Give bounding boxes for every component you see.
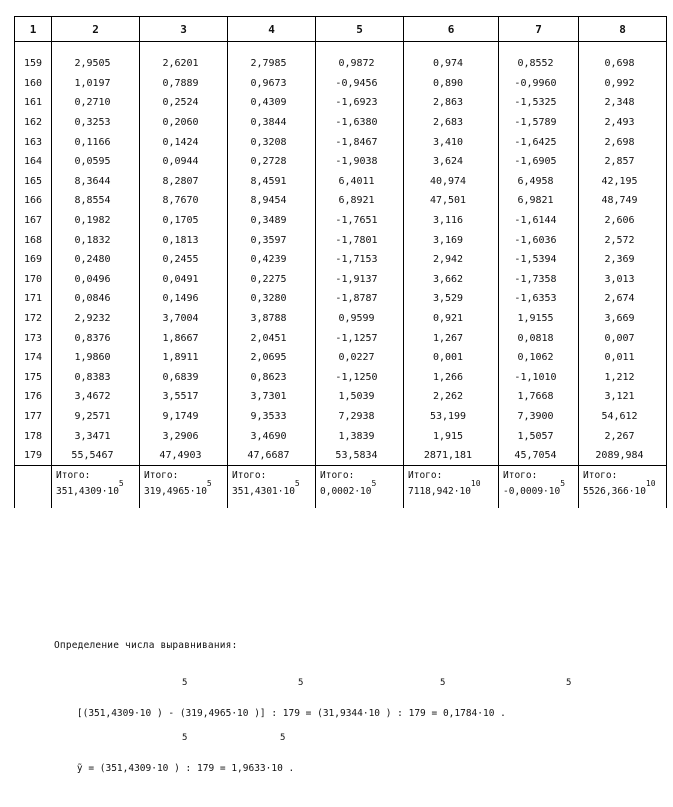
- table-row: [15, 250, 667, 270]
- table-cell: 0,007: [579, 328, 667, 348]
- formula-exponent: 5: [182, 678, 188, 688]
- totals-cell: [579, 466, 667, 509]
- table-cell: 8,3644: [52, 172, 140, 192]
- table-cell: 1,915: [404, 426, 499, 446]
- table-cell: 53,5834: [316, 446, 404, 466]
- table-cell: 1,9155: [499, 309, 579, 329]
- table-cell: 2,0451: [228, 328, 316, 348]
- table-cell: 2,942: [404, 250, 499, 270]
- table-cell: 3,669: [579, 309, 667, 329]
- table-cell: 0,8383: [52, 368, 140, 388]
- row-number-cell: 160: [15, 74, 52, 94]
- table-cell: 2,6201: [140, 42, 228, 74]
- table-cell: 0,4309: [228, 93, 316, 113]
- formula-exponent: 5: [566, 678, 572, 688]
- row-number-cell: 177: [15, 407, 52, 427]
- table-cell: 2,348: [579, 93, 667, 113]
- table-cell: 2,493: [579, 113, 667, 133]
- table-cell: 45,7054: [499, 446, 579, 466]
- row-number-cell: 159: [15, 42, 52, 74]
- formula-exponent: 5: [182, 733, 188, 743]
- totals-cell: [228, 466, 316, 509]
- table-cell: -1,6144: [499, 211, 579, 231]
- table-cell: 3,529: [404, 289, 499, 309]
- row-number-cell: 176: [15, 387, 52, 407]
- table-cell: 6,4958: [499, 172, 579, 192]
- table-cell: 0,4239: [228, 250, 316, 270]
- table-cell: 0,1424: [140, 132, 228, 152]
- totals-exponent: 5: [118, 478, 124, 488]
- totals-exponent: 10: [470, 478, 481, 488]
- totals-number: 7118,942·10: [408, 485, 471, 497]
- table-cell: 54,612: [579, 407, 667, 427]
- totals-value: [56, 478, 139, 499]
- table-cell: 0,974: [404, 42, 499, 74]
- row-number-cell: 166: [15, 191, 52, 211]
- table-cell: 1,3839: [316, 426, 404, 446]
- table-row: [15, 42, 667, 74]
- column-header: 8: [579, 17, 667, 42]
- row-number-cell: 174: [15, 348, 52, 368]
- column-header: 1: [15, 17, 52, 42]
- table-cell: 3,410: [404, 132, 499, 152]
- row-number-cell: 179: [15, 446, 52, 466]
- totals-number: 351,4301·10: [232, 485, 295, 497]
- totals-number: 351,4309·10: [56, 485, 119, 497]
- table-row: [15, 426, 667, 446]
- table-cell: 2,0695: [228, 348, 316, 368]
- table-cell: 42,195: [579, 172, 667, 192]
- table-cell: -1,5325: [499, 93, 579, 113]
- table-cell: 2,9505: [52, 42, 140, 74]
- table-cell: -1,6036: [499, 230, 579, 250]
- table-cell: 0,8376: [52, 328, 140, 348]
- totals-label: Итого:: [56, 470, 91, 482]
- table-cell: 0,2710: [52, 93, 140, 113]
- table-cell: 3,116: [404, 211, 499, 231]
- totals-number: 319,4965·10: [144, 485, 207, 497]
- table-cell: 2,7985: [228, 42, 316, 74]
- row-number-cell: 168: [15, 230, 52, 250]
- table-cell: 0,9673: [228, 74, 316, 94]
- totals-cell: [52, 466, 140, 509]
- totals-label: Итого:: [232, 470, 267, 482]
- row-number-cell: 164: [15, 152, 52, 172]
- totals-empty-cell: [15, 466, 52, 509]
- table-cell: 1,5057: [499, 426, 579, 446]
- table-cell: 0,7889: [140, 74, 228, 94]
- column-header: 6: [404, 17, 499, 42]
- table-cell: 8,4591: [228, 172, 316, 192]
- row-number-cell: 175: [15, 368, 52, 388]
- totals-number: -0,0009·10: [503, 485, 561, 497]
- column-header: 7: [499, 17, 579, 42]
- table-cell: 0,698: [579, 42, 667, 74]
- table-cell: 1,266: [404, 368, 499, 388]
- totals-cell: [404, 466, 499, 509]
- table-cell: 3,7004: [140, 309, 228, 329]
- totals-value: [144, 478, 227, 499]
- table-cell: 0,9872: [316, 42, 404, 74]
- table-cell: 2,262: [404, 387, 499, 407]
- table-cell: -1,6425: [499, 132, 579, 152]
- row-number-cell: 162: [15, 113, 52, 133]
- table-cell: -1,6353: [499, 289, 579, 309]
- table-row: [15, 407, 667, 427]
- table-cell: 3,7301: [228, 387, 316, 407]
- table-cell: 2,267: [579, 426, 667, 446]
- formula-text: [(351,4309·10 ) - (319,4965·10 )] : 179 = (31,9344·10 ) : 179 = 0,1784·10 .: [76, 708, 506, 719]
- table-cell: 1,7668: [499, 387, 579, 407]
- row-number-cell: 173: [15, 328, 52, 348]
- table-cell: 0,0818: [499, 328, 579, 348]
- data-table: [14, 16, 667, 508]
- totals-number: 0,0002·10: [320, 485, 372, 497]
- table-cell: 0,3489: [228, 211, 316, 231]
- table-cell: 0,9599: [316, 309, 404, 329]
- table-cell: 55,5467: [52, 446, 140, 466]
- table-cell: -1,6923: [316, 93, 404, 113]
- column-header: 5: [316, 17, 404, 42]
- table-row: [15, 74, 667, 94]
- table-cell: 1,8667: [140, 328, 228, 348]
- totals-exponent: 5: [371, 478, 377, 488]
- row-number-cell: 163: [15, 132, 52, 152]
- table-cell: 0,2060: [140, 113, 228, 133]
- table-cell: 0,011: [579, 348, 667, 368]
- table-row: [15, 289, 667, 309]
- table-cell: 0,921: [404, 309, 499, 329]
- table-cell: 0,2524: [140, 93, 228, 113]
- table-cell: -1,1250: [316, 368, 404, 388]
- table-cell: 0,0227: [316, 348, 404, 368]
- table-cell: 0,8623: [228, 368, 316, 388]
- table-cell: 2,369: [579, 250, 667, 270]
- table-cell: 0,3844: [228, 113, 316, 133]
- table-cell: 0,1705: [140, 211, 228, 231]
- table-cell: 40,974: [404, 172, 499, 192]
- table-cell: 0,0496: [52, 270, 140, 290]
- table-cell: 47,501: [404, 191, 499, 211]
- totals-number: 5526,366·10: [583, 485, 646, 497]
- row-number-cell: 169: [15, 250, 52, 270]
- totals-exponent: 5: [560, 478, 566, 488]
- table-cell: 3,3471: [52, 426, 140, 446]
- table-cell: 2,606: [579, 211, 667, 231]
- table-cell: 0,1832: [52, 230, 140, 250]
- totals-value: [232, 478, 315, 499]
- header-row: [15, 17, 667, 42]
- table-row: [15, 152, 667, 172]
- table-cell: 0,0595: [52, 152, 140, 172]
- table-cell: 7,2938: [316, 407, 404, 427]
- table-cell: 6,4011: [316, 172, 404, 192]
- totals-value: [408, 478, 498, 499]
- table-cell: 2,9232: [52, 309, 140, 329]
- table-row: [15, 211, 667, 231]
- table-cell: 0,3253: [52, 113, 140, 133]
- table-cell: 0,6839: [140, 368, 228, 388]
- table-row: [15, 368, 667, 388]
- table-cell: 2871,181: [404, 446, 499, 466]
- note-text: Определение числа выравнивания:: [54, 640, 238, 651]
- table-row: [15, 191, 667, 211]
- totals-label: Итого:: [144, 470, 179, 482]
- table-cell: -1,1257: [316, 328, 404, 348]
- table-cell: 48,749: [579, 191, 667, 211]
- table-cell: 2089,984: [579, 446, 667, 466]
- table-cell: 0,1496: [140, 289, 228, 309]
- totals-value: [583, 478, 666, 499]
- table-cell: 3,4672: [52, 387, 140, 407]
- table-cell: 9,3533: [228, 407, 316, 427]
- table-cell: 0,8552: [499, 42, 579, 74]
- table-cell: 3,169: [404, 230, 499, 250]
- table-cell: 0,992: [579, 74, 667, 94]
- table-cell: 1,212: [579, 368, 667, 388]
- column-header: 3: [140, 17, 228, 42]
- table-cell: 3,4690: [228, 426, 316, 446]
- table-cell: 3,624: [404, 152, 499, 172]
- table-cell: 1,9860: [52, 348, 140, 368]
- table-row: [15, 113, 667, 133]
- table-cell: 47,4903: [140, 446, 228, 466]
- table-cell: 47,6687: [228, 446, 316, 466]
- table-cell: 0,0491: [140, 270, 228, 290]
- table-cell: -1,5394: [499, 250, 579, 270]
- formula-mean: [54, 733, 295, 807]
- table-cell: 1,267: [404, 328, 499, 348]
- row-number-cell: 165: [15, 172, 52, 192]
- table-cell: -1,7651: [316, 211, 404, 231]
- table-cell: 3,5517: [140, 387, 228, 407]
- table-cell: 7,3900: [499, 407, 579, 427]
- totals-cell: [140, 466, 228, 509]
- table-cell: -1,6905: [499, 152, 579, 172]
- table-cell: -1,7801: [316, 230, 404, 250]
- table-cell: -1,7358: [499, 270, 579, 290]
- totals-exponent: 5: [294, 478, 300, 488]
- table-cell: 0,0846: [52, 289, 140, 309]
- table-cell: 0,1813: [140, 230, 228, 250]
- table-cell: 2,674: [579, 289, 667, 309]
- table-cell: 8,7670: [140, 191, 228, 211]
- table-cell: -1,8787: [316, 289, 404, 309]
- table-cell: 0,1166: [52, 132, 140, 152]
- column-header: 4: [228, 17, 316, 42]
- table-cell: -1,9137: [316, 270, 404, 290]
- table-cell: 0,0944: [140, 152, 228, 172]
- table-row: [15, 270, 667, 290]
- table-row: [15, 328, 667, 348]
- table-cell: -0,9960: [499, 74, 579, 94]
- totals-label: Итого:: [408, 470, 443, 482]
- totals-value: [320, 478, 403, 499]
- table-cell: 53,199: [404, 407, 499, 427]
- totals-cell: [316, 466, 404, 509]
- table-row: [15, 230, 667, 250]
- table-cell: 3,121: [579, 387, 667, 407]
- formula-exponent: 5: [280, 733, 286, 743]
- formula-text: ỹ = (351,4309·10 ) : 179 = 1,9633·10 .: [76, 763, 295, 774]
- table-cell: 0,2728: [228, 152, 316, 172]
- table-cell: 6,9821: [499, 191, 579, 211]
- table-cell: 2,572: [579, 230, 667, 250]
- row-number-cell: 170: [15, 270, 52, 290]
- table-cell: 9,1749: [140, 407, 228, 427]
- table-cell: 0,3208: [228, 132, 316, 152]
- totals-label: Итого:: [583, 470, 618, 482]
- row-number-cell: 161: [15, 93, 52, 113]
- table-cell: 0,1982: [52, 211, 140, 231]
- table-cell: 1,5039: [316, 387, 404, 407]
- row-number-cell: 167: [15, 211, 52, 231]
- table-body: [15, 42, 667, 509]
- totals-value: [503, 478, 578, 499]
- table-cell: 0,2275: [228, 270, 316, 290]
- table-row: [15, 93, 667, 113]
- table-cell: 0,1062: [499, 348, 579, 368]
- table-cell: 0,3280: [228, 289, 316, 309]
- totals-cell: [499, 466, 579, 509]
- table-cell: 0,001: [404, 348, 499, 368]
- column-header: 2: [52, 17, 140, 42]
- totals-label: Итого:: [320, 470, 355, 482]
- table-cell: -1,6380: [316, 113, 404, 133]
- table-cell: -1,1010: [499, 368, 579, 388]
- table-cell: 3,013: [579, 270, 667, 290]
- row-number-cell: 172: [15, 309, 52, 329]
- table-cell: -1,8467: [316, 132, 404, 152]
- table-cell: 2,698: [579, 132, 667, 152]
- table-row: [15, 309, 667, 329]
- table-cell: 0,890: [404, 74, 499, 94]
- totals-exponent: 5: [206, 478, 212, 488]
- formula-exponent: 5: [298, 678, 304, 688]
- table-cell: -1,5789: [499, 113, 579, 133]
- table-cell: 0,3597: [228, 230, 316, 250]
- table-cell: -1,7153: [316, 250, 404, 270]
- table-row: [15, 387, 667, 407]
- table-cell: 6,8921: [316, 191, 404, 211]
- table-cell: 2,683: [404, 113, 499, 133]
- totals-row: [15, 466, 667, 509]
- table-cell: -1,9038: [316, 152, 404, 172]
- table-cell: 0,2455: [140, 250, 228, 270]
- row-number-cell: 178: [15, 426, 52, 446]
- table-cell: 3,662: [404, 270, 499, 290]
- table-cell: -0,9456: [316, 74, 404, 94]
- table-cell: 0,2480: [52, 250, 140, 270]
- table-cell: 8,2807: [140, 172, 228, 192]
- totals-exponent: 10: [645, 478, 656, 488]
- table-row: [15, 172, 667, 192]
- totals-label: Итого:: [503, 470, 538, 482]
- table-cell: 8,8554: [52, 191, 140, 211]
- table-cell: 9,2571: [52, 407, 140, 427]
- formula-exponent: 5: [440, 678, 446, 688]
- table-cell: 3,8788: [228, 309, 316, 329]
- table-cell: 1,8911: [140, 348, 228, 368]
- table-cell: 2,857: [579, 152, 667, 172]
- table-row: [15, 446, 667, 466]
- table-cell: 1,0197: [52, 74, 140, 94]
- table-row: [15, 348, 667, 368]
- table-cell: 3,2906: [140, 426, 228, 446]
- row-number-cell: 171: [15, 289, 52, 309]
- table-row: [15, 132, 667, 152]
- table-cell: 8,9454: [228, 191, 316, 211]
- table-cell: 2,863: [404, 93, 499, 113]
